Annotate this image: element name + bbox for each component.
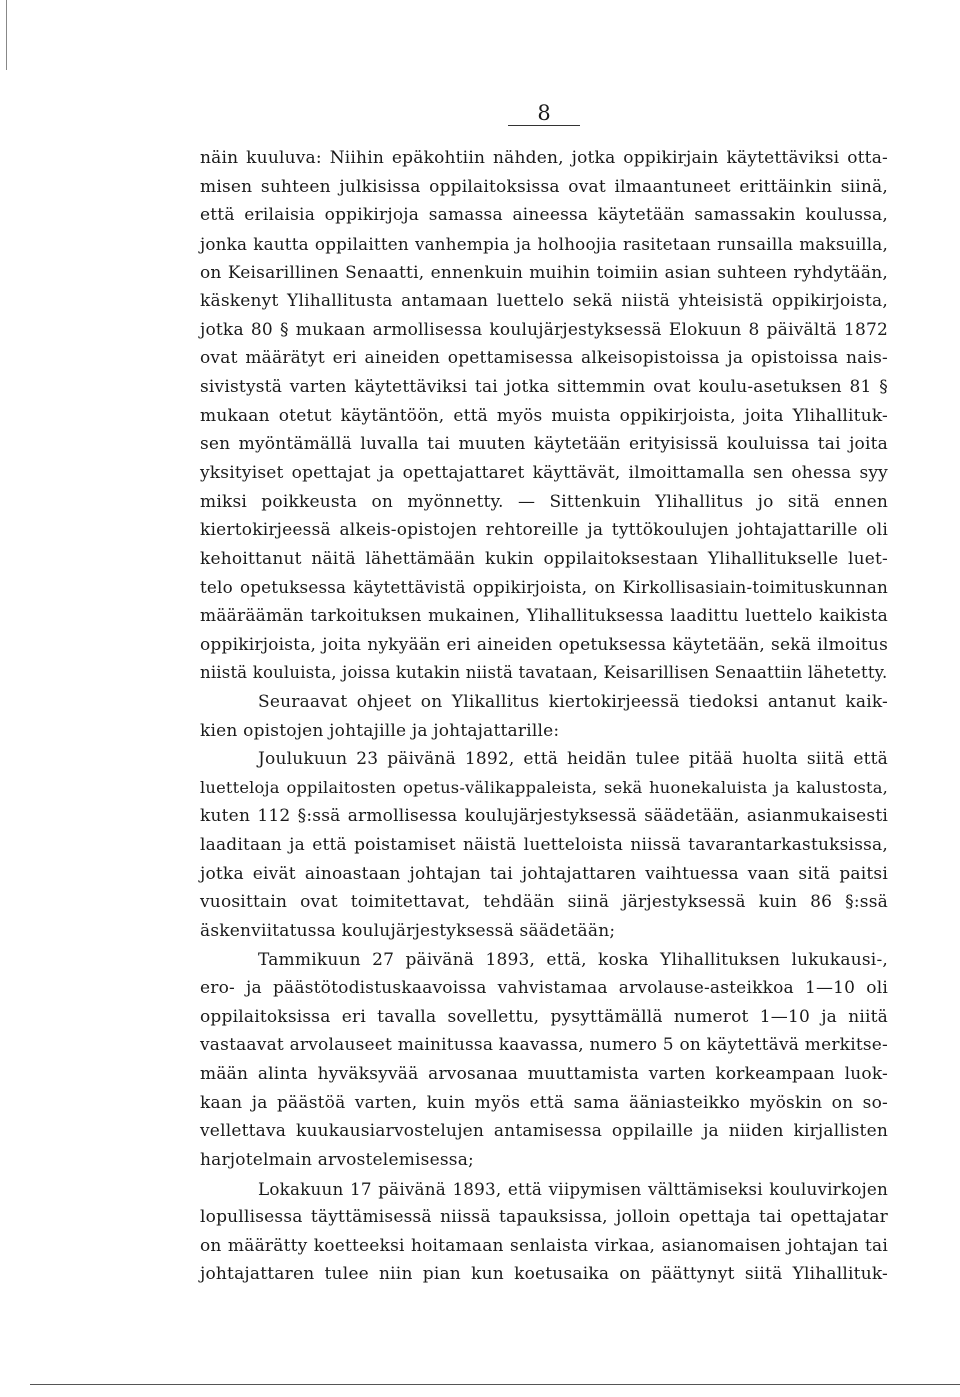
scan-bottom-edge — [30, 1384, 960, 1385]
text-line: mään alinta hyväksyvää arvosanaa muuttamista varten korkeampaan luok- — [200, 1064, 888, 1084]
text-line: vellettava kuukausiarvostelujen antamisessa oppilaille ja niiden kirjallisten — [200, 1121, 888, 1142]
text-line: oppikirjoista, joita nykyään eri aineiden opetuksessa käytetään, sekä ilmoitus — [200, 634, 888, 655]
text-line: yksityiset opettajat ja opettajattaret käyttävät, ilmoittamalla sen ohessa syy — [200, 462, 888, 483]
text-line: sivistystä varten käytettäviksi tai jotka sittemmin ovat koulu-asetuksen 81 § — [200, 377, 888, 397]
text-line: ero- ja päästötodistuskaavoissa vahvistamaa arvolause-asteikkoa 1—10 oli — [200, 978, 888, 999]
page-number: 8 — [508, 100, 580, 126]
document-body — [200, 144, 888, 1289]
text-line: vastaavat arvolauseet mainitussa kaavassa, numero 5 on käytettävä merkitse- — [200, 1035, 888, 1056]
text-line: kehoittanut näitä lähettämään kukin oppilaitoksestaan Ylihallitukselle luet- — [200, 548, 888, 569]
text-line: misen suhteen julkisissa oppilaitoksissa ovat ilmaantuneet erittäinkin siinä, — [200, 176, 888, 197]
text-line: äskenviitatussa koulujärjestyksessä säädetään; — [200, 920, 616, 941]
text-line: niistä kouluista, joissa kutakin niistä tavataan, Keisarillisen Senaattiin lähetetty. — [200, 663, 888, 683]
text-line: mukaan otetut käytäntöön, että myös muista oppikirjoista, joita Ylihallituk- — [200, 405, 888, 426]
text-line: on Keisarillinen Senaatti, ennenkuin muihin toimiin asian suhteen ryhdytään, — [200, 262, 888, 283]
text-line: harjotelmain arvostelemisessa; — [200, 1149, 474, 1170]
text-line: lopullisessa täyttämisessä niissä tapauksissa, jolloin opettaja tai opettajatar — [200, 1207, 888, 1228]
text-line: jotka eivät ainoastaan johtajan tai johtajattaren vaihtuessa vaan sitä paitsi — [200, 863, 888, 884]
text-line: Seuraavat ohjeet on Ylikallitus kiertokirjeessä tiedoksi antanut kaik- — [258, 691, 888, 712]
text-line: kien opistojen johtajille ja johtajattarille: — [200, 720, 560, 741]
text-line: oppilaitoksissa eri tavalla sovellettu, pysyttämällä numerot 1—10 ja niitä — [200, 1006, 888, 1027]
text-line: kiertokirjeessä alkeis-opistojen rehtoreille ja tyttökoulujen johtajattarille oli — [200, 520, 888, 541]
text-line: Joulukuun 23 päivänä 1892, että heidän tulee pitää huolta siitä että — [258, 749, 888, 770]
text-line: ovat määrätyt eri aineiden opettamisessa alkeisopistoissa ja opistoissa nais- — [200, 348, 888, 369]
text-line: Tammikuun 27 päivänä 1893, että, koska Ylihallituksen lukukausi-, — [258, 949, 888, 970]
text-line: on määrätty koetteeksi hoitamaan senlaista virkaa, asianomaisen johtajan tai — [200, 1235, 888, 1256]
text-line: miksi poikkeusta on myönnetty. — Sittenkuin Ylihallitus jo sitä ennen — [200, 491, 888, 512]
text-line: vuosittain ovat toimitettavat, tehdään siinä järjestyksessä kuin 86 §:ssä — [200, 892, 888, 913]
text-line: kaan ja päästöä varten, kuin myös että sama ääniasteikko myöskin on so- — [200, 1092, 888, 1113]
text-line: luetteloja oppilaitosten opetus-välikappaleista, sekä huonekaluista ja kalustosta, — [200, 777, 888, 797]
scan-edge-mark — [6, 0, 9, 70]
text-line: telo opetuksessa käytettävistä oppikirjoista, on Kirkollisasiain-toimituskunnan — [200, 577, 888, 598]
text-line: Lokakuun 17 päivänä 1893, että viipymisen välttämiseksi kouluvirkojen — [258, 1178, 888, 1199]
text-line: käskenyt Ylihallitusta antamaan luettelo sekä niistä yhteisistä oppikirjoista, — [200, 291, 888, 312]
text-line: näin kuuluva: Niihin epäkohtiin nähden, jotka oppikirjain käytettäviksi otta- — [200, 148, 888, 168]
text-line: laaditaan ja että poistamiset näistä luetteloista niissä tavarantarkastuksissa, — [200, 835, 888, 855]
text-line: kuten 112 §:ssä armollisessa koulujärjestyksessä säädetään, asianmukaisesti — [200, 806, 888, 827]
text-line: määräämän tarkoituksen mukainen, Ylihallituksessa laadittu luettelo kaikista — [200, 606, 888, 626]
text-line: jotka 80 § mukaan armollisessa koulujärjestyksessä Elokuun 8 päivältä 1872 — [200, 319, 888, 340]
text-line: jonka kautta oppilaitten vanhempia ja holhoojia rasitetaan runsailla maksuilla, — [200, 233, 888, 254]
text-line: johtajattaren tulee niin pian kun koetusaika on päättynyt siitä Ylihallituk- — [200, 1264, 888, 1285]
text-line: sen myöntämällä luvalla tai muuten käytetään erityisissä kouluissa tai joita — [200, 434, 888, 455]
text-line: että erilaisia oppikirjoja samassa aineessa käytetään samassakin koulussa, — [200, 205, 888, 226]
